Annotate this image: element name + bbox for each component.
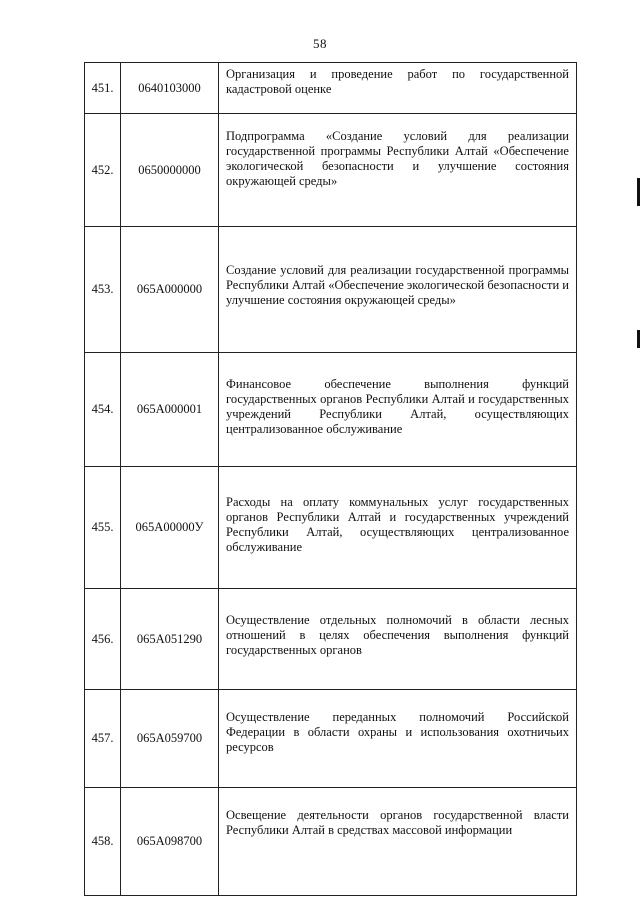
row-number: 458.	[85, 788, 121, 896]
target-article-code: 0650000000	[121, 114, 219, 227]
row-number: 453.	[85, 227, 121, 353]
row-number: 451.	[85, 63, 121, 114]
target-article-code: 065А000001	[121, 353, 219, 467]
table-row	[85, 63, 577, 114]
table-row	[85, 114, 577, 227]
article-description: Осуществление отдельных полномочий в области лесных отношений в целях обеспечения выполнения функций государственных органов	[219, 589, 577, 690]
target-article-code: 065А000000	[121, 227, 219, 353]
article-description: Расходы на оплату коммунальных услуг государственных органов Республики Алтай и государственных учреждений Республики Алтай, осуществляющих централизованное обслуживание	[219, 467, 577, 589]
target-article-code: 065А098700	[121, 788, 219, 896]
row-number: 456.	[85, 589, 121, 690]
table-row	[85, 467, 577, 589]
article-description: Осуществление переданных полномочий Российской Федерации в области охраны и использования охотничьих ресурсов	[219, 690, 577, 788]
table-row	[85, 353, 577, 467]
target-article-code: 065А00000У	[121, 467, 219, 589]
target-article-code: 065А059700	[121, 690, 219, 788]
article-description: Создание условий для реализации государственной программы Республики Алтай «Обеспечение экологической безопасности и улучшение состояния окружающей среды»	[219, 227, 577, 353]
table-row	[85, 788, 577, 896]
row-number: 455.	[85, 467, 121, 589]
table-row	[85, 227, 577, 353]
target-article-code: 0640103000	[121, 63, 219, 114]
budget-classification-table	[84, 62, 577, 896]
row-number: 452.	[85, 114, 121, 227]
table-row	[85, 589, 577, 690]
row-number: 454.	[85, 353, 121, 467]
article-description: Освещение деятельности органов государственной власти Республики Алтай в средствах массовой информации	[219, 788, 577, 896]
article-description: Финансовое обеспечение выполнения функций государственных органов Республики Алтай и государственных учреждений Республики Алтай, осуществляющих централизованное обслуживание	[219, 353, 577, 467]
target-article-code: 065А051290	[121, 589, 219, 690]
table-row	[85, 690, 577, 788]
article-description: Подпрограмма «Создание условий для реализации государственной программы Республики Алтай «Обеспечение экологической безопасности и улучшение состояния окружающей среды»	[219, 114, 577, 227]
page-number: 58	[313, 36, 327, 51]
row-number: 457.	[85, 690, 121, 788]
article-description: Организация и проведение работ по государственной кадастровой оценке	[219, 63, 577, 114]
